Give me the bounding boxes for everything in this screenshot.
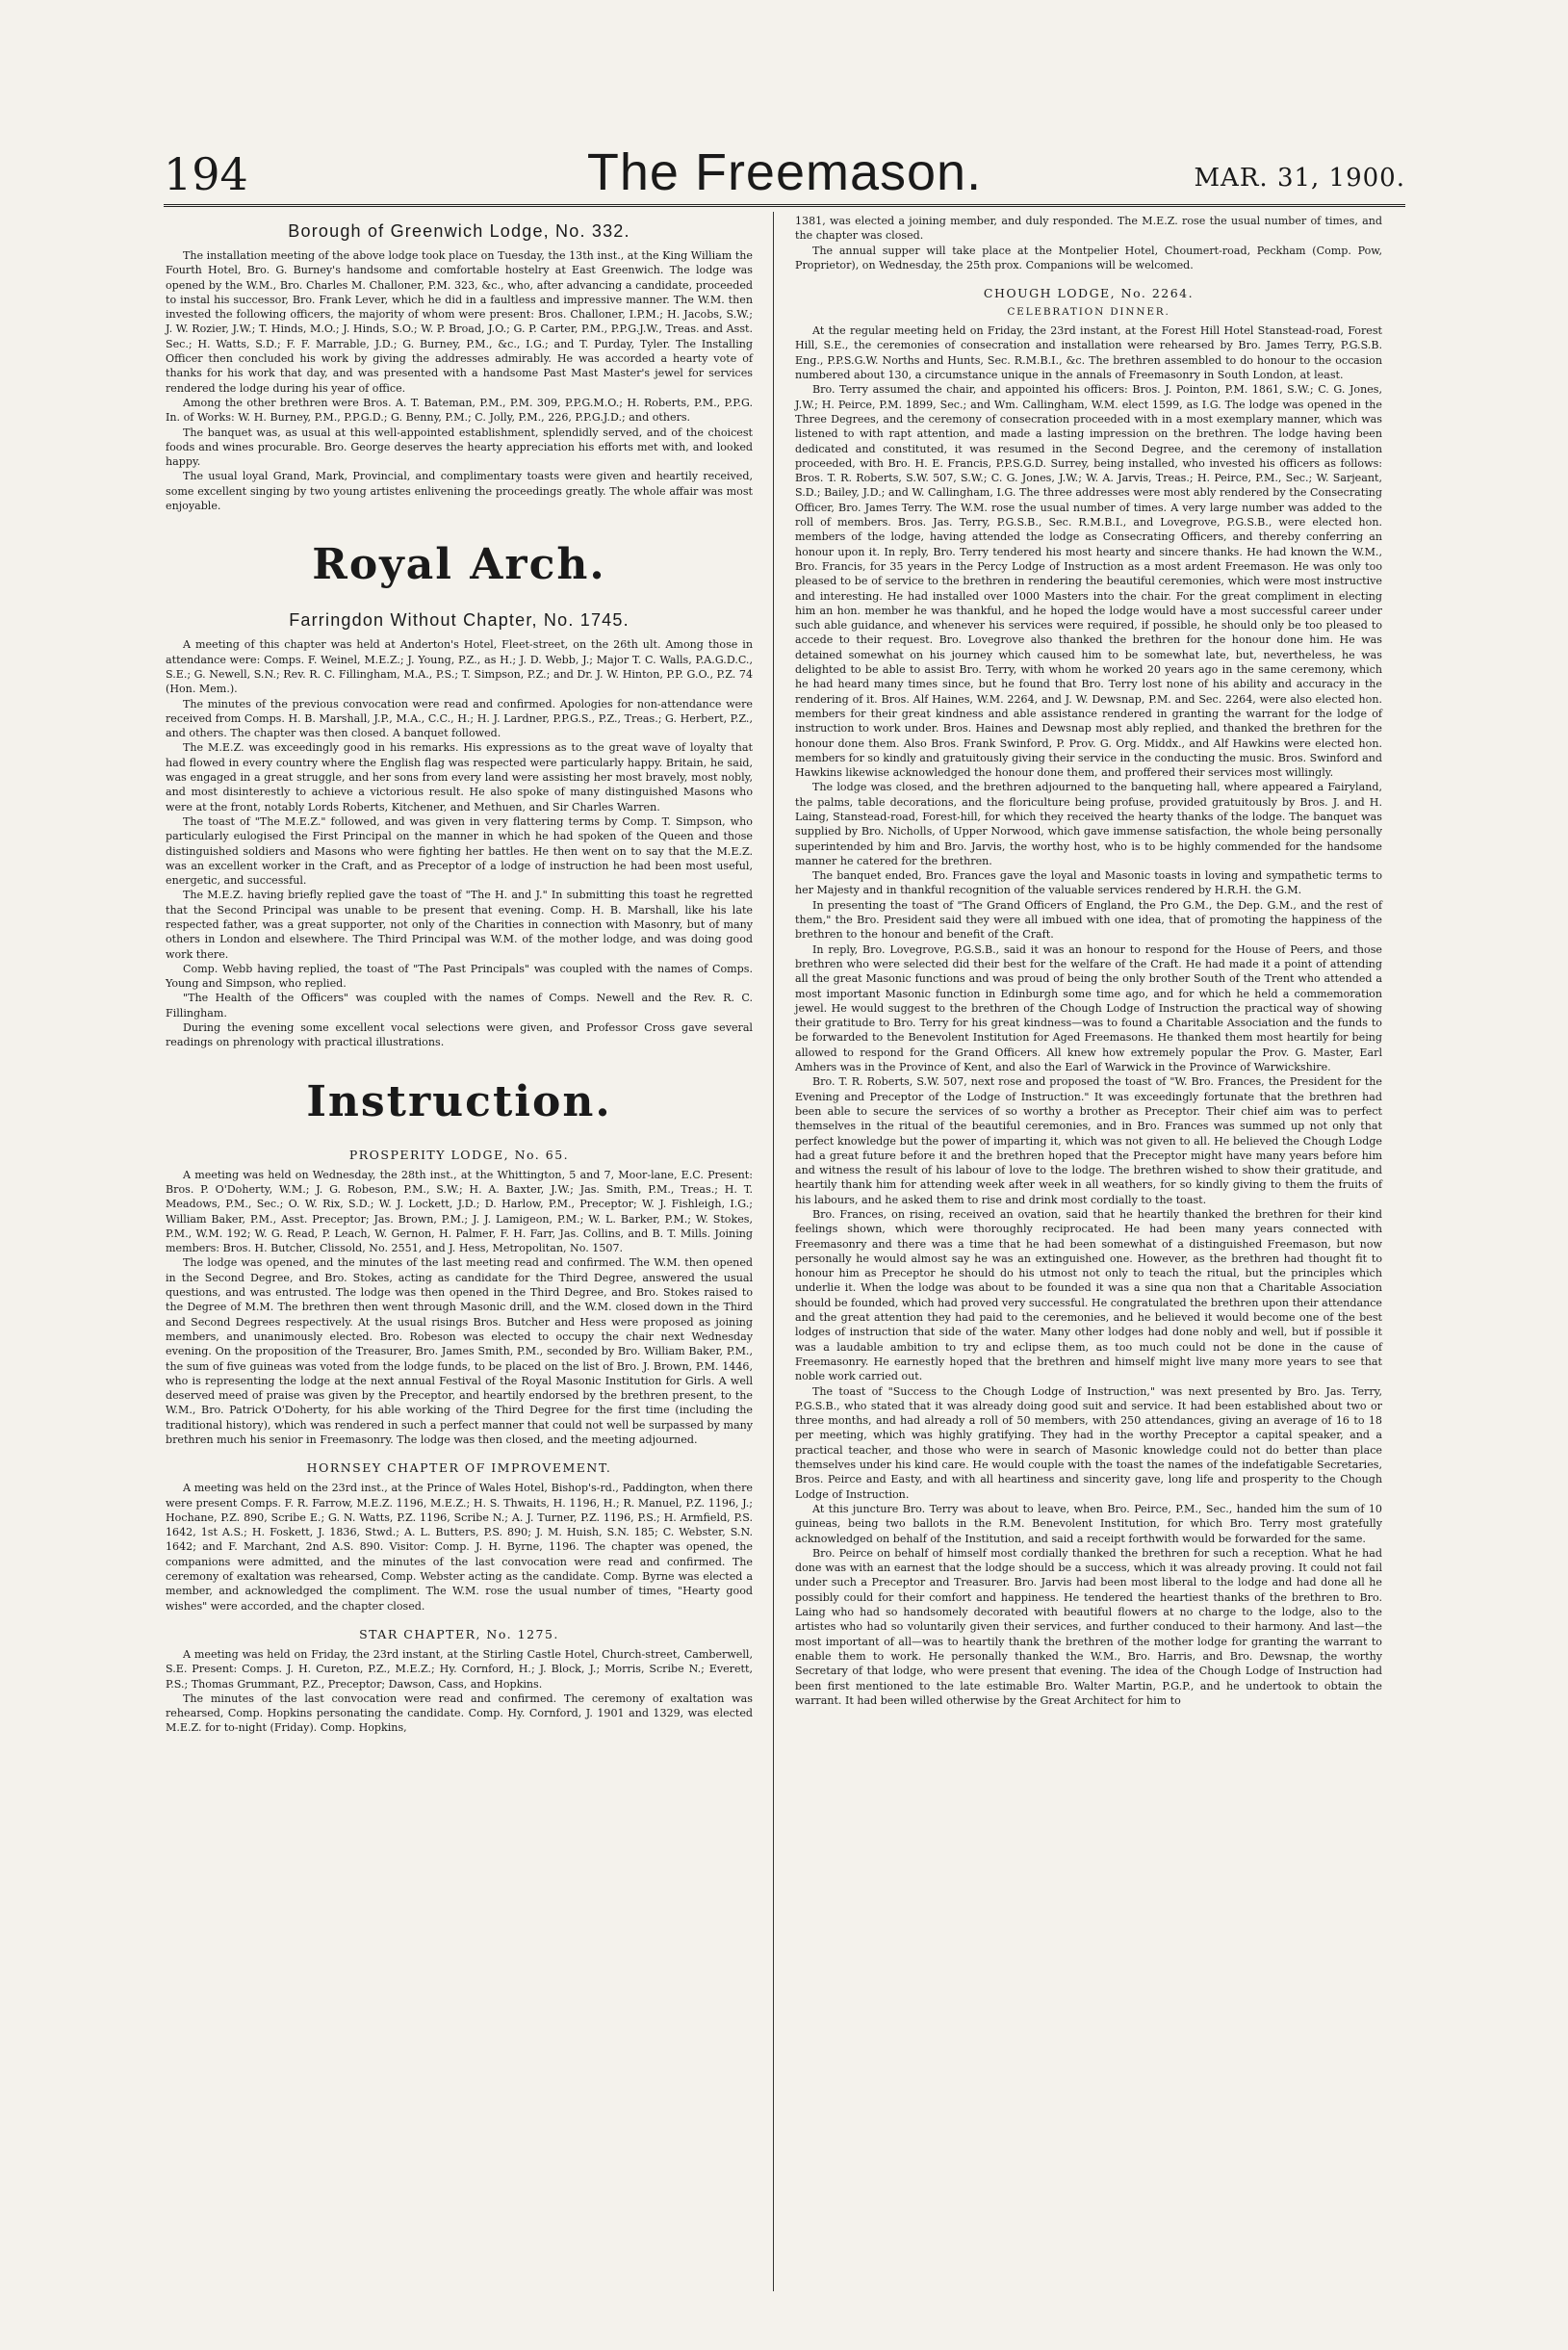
- article-paragraph: "The Health of the Officers" was coupled with the names of Comps. Newell and the Rev. R. C. Fillingham.: [166, 992, 753, 1020]
- article-paragraph: Bro. T. R. Roberts, S.W. 507, next rose and proposed the toast of "W. Bro. Frances, the President for the Evening and Preceptor of the Lodge of Instruction." It was exceedingly fortunate that the brethren had been able to secure the services of so worthy a brother as Preceptor. Their chief aim was to perfect themselves in the ritual of the beautiful ceremonies, and in Bro. Frances was summed up not only that perfect knowledge but the power of imparting it, which was not given to all. He believed the Chough Lodge had a great future before it and the brethren hoped that the Preceptor might have many years before him and witness the result of his labour of love to the lodge. The brethren wished to show their gratitude, and heartily thank him for attending week after week in all weathers, for so kindly giving to them the fruits of his labours, and he asked them to rise and drink most cordially to the toast.: [795, 1075, 1382, 1206]
- article-paragraph: A meeting was held on the 23rd inst., at the Prince of Wales Hotel, Bishop's-rd., Paddington, when there were present Comps. F. R. Farrow, M.E.Z. 1196, M.E.Z.; H. S. Thwaits, H. 1196, H.; R. Manuel, P.Z. 1196, J.; Hochane, P.Z. 890, Scribe E.; G. N. Watts, P.Z. 1196, Scribe N.; A. J. Turner, P.Z. 1196, P.S.; H. Armfield, P.S. 1642, 1st A.S.; H. Foskett, J. 1836, Stwd.; A. L. Butters, P.S. 890; J. M. Huish, S.N. 185; C. Webster, S.N. 1642; and F. Marchant, 2nd A.S. 890. Visitor: Comp. J. H. Byrne, 1196. The chapter was opened, the companions were admitted, and the minutes of the last convocation were read and confirmed. The ceremony of exaltation was rehearsed, Comp. Webster acting as the candidate. Comp. Byrne was elected a member, and acknowledged the compliment. The W.M. rose the usual number of times, "Hearty good wishes" were accorded, and the chapter closed.: [166, 1482, 753, 1613]
- right-column: [795, 214, 1382, 1708]
- article-paragraph: The M.E.Z. was exceedingly good in his remarks. His expressions as to the great wave of loyalty that had flowed in every country where the English flag was respected were particularly happy. Britain, he said, was engaged in a great struggle, and her sons from every land were assisting her most bravely, most nobly, and most disinterestly to achieve a victorious result. He also spoke of many distinguished Masons who were at the front, notably Lords Roberts, Kitchener, and Methuen, and Sir Charles Warren.: [166, 741, 753, 813]
- article-paragraph: The minutes of the previous convocation were read and confirmed. Apologies for non-attendance were received from Comps. H. B. Marshall, J.P., M.A., C.C., H.; H. J. Lardner, P.P.G.S., P.Z., Treas.; G. Herbert, P.Z., and others. The chapter was then closed. A banquet followed.: [166, 697, 753, 740]
- article-paragraph: Bro. Frances, on rising, received an ovation, said that he heartily thanked the brethren for their kind feelings shown, which were thoroughly reciprocated. He had been many years connected with Freemasonry and there was a time that he had been somewhat of a distinguished Freemason, but now personally he would almost say he was an extinguished one. However, as the brethren had thought fit to honour him as Preceptor he should do his utmost not only to teach the ritual, but the principles which underlie it. When the lodge was about to be founded it was a sine qua non that a Charitable Association should be founded, which had proved very successful. He congratulated the brethren upon their attendance and the great attention they had paid to the ceremonies, and he believed it would become one of the best lodges of instruction that side of the water. Many other lodges had done nobly and well, but if possible it was a laudable ambition to try and eclipse them, as too much could not be done in the cause of Freemasonry. He earnestly hoped that the brethren and himself might live many more years to see that noble work carried out.: [795, 1208, 1382, 1383]
- article-paragraph: The banquet was, as usual at this well-appointed establishment, splendidly served, and of the choicest foods and wines procurable. Bro. George deserves the hearty appreciation his efforts met with, and looked happy.: [166, 426, 753, 469]
- article-paragraph: During the evening some excellent vocal selections were given, and Professor Cross gave several readings on phrenology with practical illustrations.: [166, 1021, 753, 1049]
- article-paragraph: Bro. Peirce on behalf of himself most cordially thanked the brethren for such a reception. What he had done was with an earnest that the lodge should be a success, which it was already proving. It could not fail under such a Preceptor and Treasurer. Bro. Jarvis had been most liberal to the lodge and had done all he possibly could for their comfort and happiness. He tendered the heartiest thanks of the brethren to Bro. Laing who had so handsomely decorated with beautiful flowers at no charge to the lodge, also to the artistes who had so voluntarily given their services, and further conduced to their harmony. And last—the most important of all—was to heartily thank the brethren of the mother lodge for granting the warrant to enable them to work. He personally thanked the W.M., Bro. Harris, and Bro. Dewsnap, the worthy Secretary of that lodge, who were present that evening. The idea of the Chough Lodge of Instruction had been first mentioned to the late estimable Bro. Walter Martin, P.G.P., and he undertook to obtain the warrant. It had been willed otherwise by the Great Architect for him to: [795, 1546, 1382, 1707]
- article-paragraph: A meeting was held on Wednesday, the 28th inst., at the Whittington, 5 and 7, Moor-lane, E.C. Present: Bros. P. O'Doherty, W.M.; J. G. Robeson, P.M., S.W.; H. A. Baxter, J.W.; Jas. Smith, P.M., Treas.; H. T. Meadows, P.M., Sec.; O. W. Rix, S.D.; W. J. Lockett, J.D.; D. Harlow, P.M., Preceptor; W. J. Fishleigh, I.G.; William Baker, P.M., Asst. Preceptor; Jas. Brown, P.M.; J. J. Lamigeon, P.M.; W. L. Barker, P.M.; W. Stokes, P.M., W.M. 192; W. G. Read, P. Leach, W. Gernon, H. Palmer, F. H. Farr, Jas. Collins, and B. T. Mills. Joining members: Bros. H. Butcher, Clissold, No. 2551, and J. Hess, Metropolitan, No. 1507.: [166, 1168, 753, 1255]
- article-paragraph: The lodge was opened, and the minutes of the last meeting read and confirmed. The W.M. then opened in the Second Degree, and Bro. Stokes, acting as candidate for the Third Degree, answered the usual questions, and was entrusted. The lodge was then opened in the Third Degree, and Bro. Stokes raised to the Degree of M.M. The brethren then went through Masonic drill, and the W.M. closed down in the Third and Second Degrees respectively. At the usual risings Bros. Butcher and Hess were proposed as joining members, and unanimously elected. Bro. Robeson was elected to occupy the chair next Wednesday evening. On the proposition of the Treasurer, Bro. James Smith, P.M., seconded by Bro. William Baker, P.M., the sum of five guineas was voted from the lodge funds, to be placed on the list of Bro. J. Brown, P.M. 1446, who is representing the lodge at the next annual Festival of the Royal Masonic Institution for Girls. A well deserved meed of praise was given by the Preceptor, and heartily endorsed by the brethren present, to the W.M., Bro. Patrick O'Doherty, for his able working of the Third Degree for the first time (including the traditional history), which was rendered in such a perfect manner that could not well be surpassed by many brethren much his senior in Freemasonry. The lodge was then closed, and the meeting adjourned.: [166, 1256, 753, 1446]
- article-paragraph: The banquet ended, Bro. Frances gave the loyal and Masonic toasts in loving and sympathetic terms to her Majesty and in thankful recognition of the valuable services rendered by H.R.H. the G.M.: [795, 869, 1382, 897]
- article-paragraph: The lodge was closed, and the brethren adjourned to the banqueting hall, where appeared a Fairyland, the palms, table decorations, and the floriculture being profuse, provided gratuitously by Bros. J. and H. Laing, Stanstead-road, Forest-hill, for which they received the hearty thanks of the lodge. The banquet was supplied by Bro. Nicholls, of Upper Norwood, which gave immense satisfaction, the whole being personally superintended by him and Bro. Jarvis, the worthy host, who is to be highly commended for the handsome manner he catered for the brethren.: [795, 781, 1382, 867]
- left-column: [166, 214, 753, 1736]
- article-paragraph: 1381, was elected a joining member, and duly responded. The M.E.Z. rose the usual number of times, and the chapter was closed.: [795, 215, 1382, 243]
- instruction-heading: Instruction.: [306, 1076, 612, 1126]
- star-heading: STAR CHAPTER, No. 1275.: [359, 1626, 559, 1641]
- page-number: 194: [164, 148, 248, 200]
- greenwich-heading: Borough of Greenwich Lodge, No. 332.: [288, 221, 630, 241]
- article-paragraph: Bro. Terry assumed the chair, and appointed his officers: Bros. J. Pointon, P.M. 1861, S.W.; C. G. Jones, J.W.; H. Peirce, P.M. 1899, Sec.; and Wm. Callingham, W.M. elect 1599, as I.G. The lodge was opened in the Three Degrees, and the ceremony of consecration proceeded with in a most exemplary manner, which was listened to with rapt attention, and made a lasting impression on the brethren. The lodge having been dedicated and constituted, it was resumed in the Second Degree, and the ceremony of installation proceeded, with Bro. H. E. Francis, P.P.S.G.D. Surrey, being installed, who invested his officers as follows: Bros. T. R. Roberts, S.W. 507, S.W.; C. G. Jones, J.W.; W. A. Jarvis, Treas.; H. Peirce, P.M., Sec.; W. Sarjeant, S.D.; Bailey, J.D.; and W. Callingham, I.G. The three addresses were most ably rendered by the Consecrating Officer, Bro. James Terry. The W.M. rose the usual number of times. A very large number was added to the roll of members. Bros. Jas. Terry, P.G.S.B., Sec. R.M.B.I., and Lovegrove, P.G.S.B., were elected hon. members of the lodge, having attended the lodge as Consecrating Officers, and thereby conferring an honour upon it. In reply, Bro. Terry tendered his most hearty and sincere thanks. He had known the W.M., Bro. Francis, for 35 years in the Percy Lodge of Instruction as a most ardent Freemason. He was only too pleased to be of service to the brethren in rendering the beautiful ceremonies, which were most instructive and interesting. He had installed over 1000 Masters into the chair. For the great compliment in electing him an hon. member he was thankful, and he hoped the lodge would have a most successful career under such able guidance, and whenever his services were required, if possible, he should only be too pleased to accede to their request. Bro. Lovegrove also thanked the brethren for the honour done him. He was detained somewhat on his journey which caused him to be somewhat late, but, nevertheless, he was delighted to be able to assist Bro. Terry, with whom he worked 20 years ago in the same ceremony, which he had heard many times since, but he found that Bro. Terry lost none of his ability and accuracy in the rendering of it. Bros. Alf Haines, W.M. 2264, and J. W. Dewsnap, P.M. and Sec. 2264, were also elected hon. members for their great kindness and able assistance rendered in granting the warrant for the lodge of instruction to work under. Bros. Haines and Dewsnap most ably replied, and thanked the brethren for the honour done them. Also Bros. Frank Swinford, P. Prov. G. Org. Middx., and Alf Hawkins were elected hon. members for so kindly and gratuitously giving their service in the conducting the music. Bros. Swinford and Hawkins likewise acknowledged the honour done them, and proffered their services most willingly.: [795, 383, 1382, 780]
- publication-title: The Freemason.: [586, 143, 983, 201]
- issue-date: MAR. 31, 1900.: [1194, 164, 1405, 193]
- hornsey-heading: HORNSEY CHAPTER OF IMPROVEMENT.: [306, 1460, 612, 1476]
- article-paragraph: Comp. Webb having replied, the toast of "The Past Principals" was coupled with the names of Comps. Young and Simpson, who replied.: [166, 962, 753, 991]
- chough-heading: CHOUGH LODGE, No. 2264.: [983, 286, 1195, 301]
- article-paragraph: The installation meeting of the above lodge took place on Tuesday, the 13th inst., at the King William the Fourth Hotel, Bro. G. Burney's handsome and comfortable hostelry at East Greenwich. The lodge was opened by the W.M., Bro. Charles M. Challoner, P.M. 323, &c., who, after advancing a candidate, proceeded to instal his successor, Bro. Frank Lever, which he did in a faultless and impressive manner. The W.M. then invested the following officers, the majority of whom were present: Bros. Challoner, I.P.M.; H. Jacobs, S.W.; J. W. Rozier, J.W.; T. Hinds, M.O.; J. Hinds, S.O.; W. P. Broad, J.O.; G. P. Carter, P.M., P.P.G.J.W., Treas. and Asst. Sec.; H. Watts, S.D.; F. F. Marrable, J.D.; G. Burney, P.M., &c., I.G.; and T. Purday, Tyler. The Installing Officer then concluded his work by giving the addresses admirably. He was accorded a hearty vote of thanks for his work that day, and was presented with a handsome Past Mast Master's jewel for services rendered the lodge during his year of office.: [166, 249, 753, 395]
- article-paragraph: The M.E.Z. having briefly replied gave the toast of "The H. and J." In submitting this toast he regretted that the Second Principal was unable to be present that evening. Comp. H. B. Marshall, like his late respected father, was a great supporter, not only of the Charities in connection with Masonry, but of many others in London and elsewhere. The Third Principal was W.M. of the mother lodge, and was doing good work there.: [166, 889, 753, 961]
- article-paragraph: The toast of "The M.E.Z." followed, and was given in very flattering terms by Comp. T. Simpson, who particularly eulogised the First Principal on the manner in which he had spoken of the Queen and those distinguished soldiers and Masons who were fighting her battles. He then went on to say that the M.E.Z. was an excellent worker in the Craft, and as Preceptor of a lodge of instruction he had been most useful, energetic, and successful.: [166, 814, 753, 888]
- royal-arch-heading: Royal Arch.: [312, 540, 606, 590]
- masthead: [164, 142, 1405, 207]
- article-paragraph: A meeting was held on Friday, the 23rd instant, at the Stirling Castle Hotel, Church-street, Camberwell, S.E. Present: Comps. J. H. Cureton, P.Z., M.E.Z.; Hy. Cornford, H.; J. Block, J.; Morris, Scribe N.; Everett, P.S.; Thomas Grummant, P.Z., Preceptor; Dawson, Cass, and Hopkins.: [166, 1647, 753, 1691]
- article-paragraph: The toast of "Success to the Chough Lodge of Instruction," was next presented by Bro. Jas. Terry, P.G.S.B., who stated that it was already doing good suit and service. It had been established about two or three months, and had already a roll of 50 members, with 250 attendances, giving an average of 16 to 18 per meeting, which was highly gratifying. They had in the worthy Preceptor a capital speaker, and a practical teacher, and those who were in search of Masonic knowledge could not do better than place themselves under his kind care. He would couple with the toast the names of the indefatigable Secretaries, Bros. Peirce and Easty, and with all heartiness and sincerity gave, long life and prosperity to the Chough Lodge of Instruction.: [795, 1384, 1382, 1501]
- article-paragraph: The usual loyal Grand, Mark, Provincial, and complimentary toasts were given and heartily received, some excellent singing by two young artistes enlivening the proceedings greatly. The whole affair was most enjoyable.: [166, 470, 753, 513]
- column-divider: [773, 212, 774, 2291]
- article-paragraph: In reply, Bro. Lovegrove, P.G.S.B., said it was an honour to respond for the House of Peers, and those brethren who were selected did their best for the welfare of the Craft. He had made it a point of attending all the great Masonic functions and was proud of being the only brother South of the Trent who attended a most important Masonic function in Edinburgh some time ago, and for which he held a commemoration jewel. He would suggest to the brethren of the Chough Lodge of Instruction the practical way of showing their gratitude to Bro. Terry for his great kindness—was to found a Charitable Association and the funds to be forwarded to the Benevolent Institution for Aged Freemasons. He thanked them most heartily for being allowed to respond for the Grand Officers. All knew how extremely popular the Prov. G. Master, Earl Amhers was in the Province of Kent, and also the Earl of Warwick in the Province of Warwickshire.: [795, 943, 1382, 1074]
- article-paragraph: The annual supper will take place at the Montpelier Hotel, Choumert-road, Peckham (Comp. Pow, Proprietor), on Wednesday, the 25th prox. Companions will be welcomed.: [795, 244, 1382, 271]
- article-paragraph: At this juncture Bro. Terry was about to leave, when Bro. Peirce, P.M., Sec., handed him the sum of 10 guineas, being two ballots in the R.M. Benevolent Institution, for which Bro. Terry most gratefully acknowledged on behalf of the Institution, and said a receipt forthwith would be forwarded for the same.: [795, 1502, 1382, 1545]
- article-paragraph: At the regular meeting held on Friday, the 23rd instant, at the Forest Hill Hotel Stanstead-road, Forest Hill, S.E., the ceremonies of consecration and installation were rehearsed by Bro. James Terry, P.G.S.B. Eng., P.P.S.G.W. Norths and Hunts, Sec. R.M.B.I., &c. The brethren assembled to do honour to the occasion numbered about 130, a circumstance unique in the annals of Freemasonry in South London, at least.: [795, 324, 1382, 382]
- article-paragraph: A meeting of this chapter was held at Anderton's Hotel, Fleet-street, on the 26th ult. Among those in attendance were: Comps. F. Weinel, M.E.Z.; J. Young, P.Z., as H.; J. D. Webb, J.; Major T. C. Walls, P.A.G.D.C., S.E.; G. Newell, S.N.; Rev. R. C. Fillingham, M.A., P.S.; T. Simpson, P.Z.; and Dr. J. W. Hinton, P.P. G.O., P.Z. 74 (Hon. Mem.).: [166, 638, 753, 696]
- chough-subheading: CELEBRATION DINNER.: [1007, 306, 1170, 319]
- farringdon-heading: Farringdon Without Chapter, No. 1745.: [289, 610, 630, 631]
- prosperity-heading: PROSPERITY LODGE, No. 65.: [348, 1147, 570, 1162]
- article-paragraph: Among the other brethren were Bros. A. T. Bateman, P.M., P.M. 309, P.P.G.M.O.; H. Roberts, P.M., P.P.G. In. of Works: W. H. Burney, P.M., P.P.G.D.; G. Benny, P.M.; C. Jolly, P.M., 226, P.P.G.J.D.; and others.: [166, 396, 753, 425]
- article-paragraph: In presenting the toast of "The Grand Officers of England, the Pro G.M., the Dep. G.M., and the rest of them," the Bro. President said they were all imbued with one idea, that of promoting the happiness of the brethren to the honour and benefit of the Craft.: [795, 898, 1382, 942]
- article-paragraph: The minutes of the last convocation were read and confirmed. The ceremony of exaltation was rehearsed, Comp. Hopkins personating the candidate. Comp. Hy. Cornford, J. 1901 and 1329, was elected M.E.Z. for to-night (Friday). Comp. Hopkins,: [166, 1691, 753, 1735]
